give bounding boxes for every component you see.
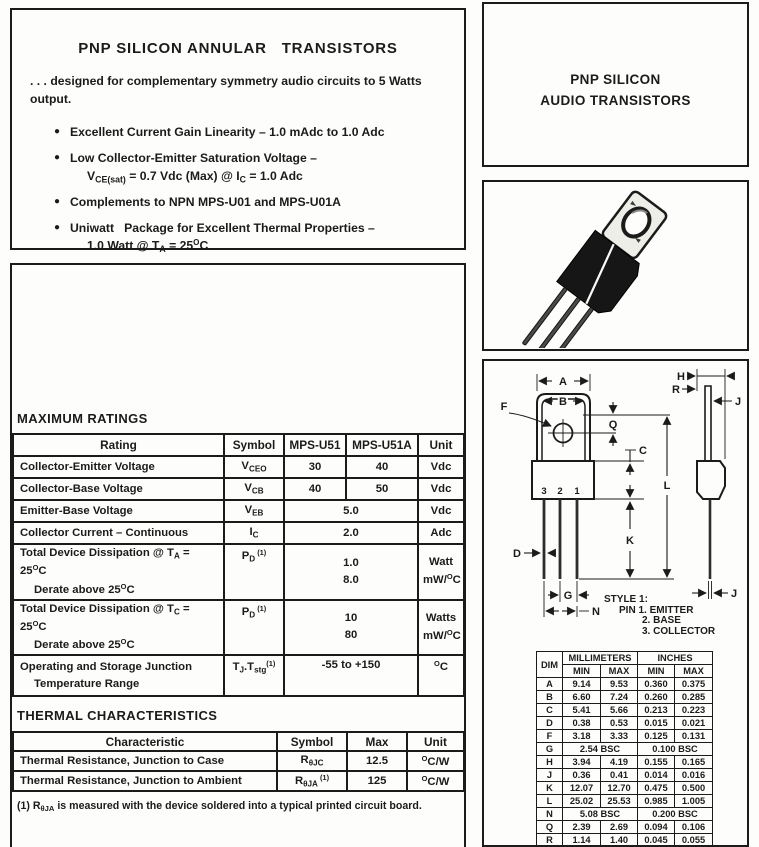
cell-dim: K xyxy=(537,782,563,795)
feature-text-line2: 1.0 Watt @ $T_A = 25^OC$ xyxy=(87,238,209,255)
header-mps-u51a: MPS-U51A xyxy=(346,434,418,456)
cell-rating: Collector-Emitter Voltage xyxy=(13,456,224,478)
cell-in-max: 0.375 xyxy=(675,678,713,691)
cell-unit xyxy=(418,544,464,600)
intro-description-line1: . . . designed for complementary symmetry audio circuits to 5 Watts xyxy=(30,74,422,88)
dim-label-f: F xyxy=(500,401,508,413)
feature-list xyxy=(12,124,464,255)
cell-mm-min: 3.94 xyxy=(563,756,601,769)
header-unit: Unit xyxy=(407,732,464,751)
feature-item xyxy=(54,194,456,211)
cell-in-min: 0.360 xyxy=(638,678,675,691)
cell-in-max: 0.131 xyxy=(675,730,713,743)
cell-in-max: 0.021 xyxy=(675,717,713,730)
pin-number-1: 1 xyxy=(574,486,580,497)
dim-label-c: C xyxy=(639,445,647,457)
feature-item xyxy=(54,220,456,255)
lead-3 xyxy=(543,499,546,579)
style-note-pin1: PIN 1. EMITTER xyxy=(619,604,694,616)
bullet-icon: ● xyxy=(54,222,61,234)
header-in-max: MAX xyxy=(675,665,713,678)
cell-in-min: 0.014 xyxy=(638,769,675,782)
cell-mm-min: 25.02 xyxy=(563,795,601,808)
cell-mm-max: 5.66 xyxy=(601,704,638,717)
rating-line1: Total Device Dissipation @ $T_C = 25^OC$ xyxy=(20,602,190,634)
cell-mm-min: 9.14 xyxy=(563,678,601,691)
transistor-photo xyxy=(484,182,746,348)
style-note-title: STYLE 1: xyxy=(604,594,648,605)
header-millimeters: MILLIMETERS xyxy=(563,652,638,665)
header-max: Max xyxy=(347,732,407,751)
cell-unit: Vdc xyxy=(418,500,464,522)
cell-in-min: 0.213 xyxy=(638,704,675,717)
cell-rating xyxy=(13,600,224,656)
cell-in-max: 0.500 xyxy=(675,782,713,795)
cell-value-u51a: 50 xyxy=(346,478,418,500)
table-row xyxy=(537,756,713,769)
table-row xyxy=(13,522,464,544)
dim-label-h: H xyxy=(677,371,685,383)
table-row xyxy=(13,600,464,656)
cell-rating: Collector-Base Voltage xyxy=(13,478,224,500)
cell-unit: Adc xyxy=(418,522,464,544)
thermal-heading: THERMAL CHARACTERISTICS xyxy=(17,708,218,724)
cell-dim: Q xyxy=(537,821,563,834)
front-dimensions xyxy=(501,374,674,618)
dim-label-k: K xyxy=(626,535,634,547)
side-title-line1: PNP SILICON xyxy=(570,72,661,87)
rating-line1: Operating and Storage Junction xyxy=(20,660,192,673)
side-title-line2: AUDIO TRANSISTORS xyxy=(540,92,691,108)
side-title-box xyxy=(482,2,749,167)
cell-symbol: $I_C$ xyxy=(224,522,284,544)
cell-in-min: 0.045 xyxy=(638,834,675,847)
value-line2: 8.0 xyxy=(343,573,359,586)
cell-characteristic: Thermal Resistance, Junction to Case xyxy=(13,751,277,771)
style-note-pin2: 2. BASE xyxy=(642,615,681,626)
table-row xyxy=(537,717,713,730)
ratings-box xyxy=(10,263,466,847)
cell-mm-max: 3.33 xyxy=(601,730,638,743)
cell-in-min: 0.094 xyxy=(638,821,675,834)
table-row xyxy=(537,821,713,834)
dim-label-r: R xyxy=(672,384,680,396)
table-row xyxy=(13,456,464,478)
cell-mm-max: 25.53 xyxy=(601,795,638,808)
package-drawing-box xyxy=(482,359,749,847)
feature-text-line2: $V_{CE(sat)} = 0.7$ Vdc (Max) @ $I_C = 1.0$ Adc xyxy=(87,168,303,184)
cell-dim: G xyxy=(537,743,563,756)
page-title: PNP SILICON ANNULAR TRANSISTORS xyxy=(78,40,398,57)
table-row xyxy=(13,544,464,600)
cell-symbol: $P_D$ $^{(1)}$ xyxy=(224,544,284,600)
cell-symbol: $T_J.T_{stg}^{(1)}$ xyxy=(224,655,284,696)
cell-mm-min: 5.41 xyxy=(563,704,601,717)
table-row xyxy=(537,808,713,821)
feature-text: Uniwatt Package for Excellent Thermal Properties – xyxy=(70,221,375,236)
cell-mm-span: 2.54 BSC xyxy=(563,743,638,756)
cell-mm-min: 0.36 xyxy=(563,769,601,782)
table-row xyxy=(537,769,713,782)
table-row xyxy=(537,678,713,691)
cell-dim: C xyxy=(537,704,563,717)
dim-label-b: B xyxy=(559,396,567,408)
feature-item xyxy=(54,150,456,185)
feature-text: Complements to NPN MPS-U01 and MPS-U01A xyxy=(70,195,341,210)
cell-rating xyxy=(13,544,224,600)
table-header-row xyxy=(13,732,464,751)
cell-in-max: 0.055 xyxy=(675,834,713,847)
cell-dim: A xyxy=(537,678,563,691)
header-mm-max: MAX xyxy=(601,665,638,678)
table-row xyxy=(13,771,464,791)
cell-mm-max: 7.24 xyxy=(601,691,638,704)
cell-in-max: 0.016 xyxy=(675,769,713,782)
cell-symbol: $R_{\theta JC}$ xyxy=(277,751,347,771)
side-view xyxy=(672,369,741,600)
intro-description xyxy=(30,73,446,108)
cell-rating: Collector Current – Continuous xyxy=(13,522,224,544)
cell-in-min: 0.015 xyxy=(638,717,675,730)
footnote: (1) $R_{\theta JA}$ is measured with the device soldered into a typical printed circuit board. xyxy=(17,800,422,814)
cell-rating: Emitter-Base Voltage xyxy=(13,500,224,522)
rating-line1: Total Device Dissipation @ $T_A = 25^OC$ xyxy=(20,547,190,578)
cell-symbol: $V_{CB}$ xyxy=(224,478,284,500)
cell-mm-span: 5.08 BSC xyxy=(563,808,638,821)
package-photo-box xyxy=(482,180,749,351)
cell-mm-max: 9.53 xyxy=(601,678,638,691)
intro-box xyxy=(10,8,466,255)
header-inches: INCHES xyxy=(638,652,713,665)
rating-line2: Derate above $25^OC$ xyxy=(34,637,135,652)
feature-text: Low Collector-Emitter Saturation Voltage – xyxy=(70,151,317,166)
cell-in-max: 0.106 xyxy=(675,821,713,834)
dim-label-q: Q xyxy=(608,419,618,431)
cell-value-u51: 40 xyxy=(284,478,346,500)
dim-label-j-top: J xyxy=(735,396,742,408)
table-row xyxy=(537,730,713,743)
header-mm-min: MIN xyxy=(563,665,601,678)
cell-dim: H xyxy=(537,756,563,769)
cell-symbol: $V_{EB}$ xyxy=(224,500,284,522)
rating-line2: Temperature Range xyxy=(34,677,140,690)
max-ratings-table xyxy=(12,433,465,697)
cell-symbol: $V_{CEO}$ xyxy=(224,456,284,478)
cell-mm-min: 3.18 xyxy=(563,730,601,743)
table-header-row xyxy=(537,665,713,678)
lead-1 xyxy=(576,499,579,579)
cell-dim: N xyxy=(537,808,563,821)
unit-line2: mW/$^O$C xyxy=(423,627,461,642)
dim-label-n: N xyxy=(592,606,600,618)
cell-rating xyxy=(13,655,224,696)
dim-label-a: A xyxy=(559,376,567,388)
header-symbol: Symbol xyxy=(277,732,347,751)
table-row xyxy=(537,704,713,717)
value-line1: 1.0 xyxy=(343,556,359,569)
cell-unit: Vdc xyxy=(418,456,464,478)
cell-max: 125 xyxy=(347,771,407,791)
cell-unit: $^O$C/W xyxy=(407,751,464,771)
pin-number-2: 2 xyxy=(557,486,563,497)
cell-dim: B xyxy=(537,691,563,704)
dim-label-g: G xyxy=(563,590,573,602)
table-row xyxy=(537,795,713,808)
cell-symbol: $P_D$ $^{(1)}$ xyxy=(224,600,284,656)
cell-value-span: 5.0 xyxy=(284,500,418,522)
cell-in-span: 0.100 BSC xyxy=(638,743,713,756)
side-lead xyxy=(709,499,712,579)
cell-mm-min: 6.60 xyxy=(563,691,601,704)
cell-mm-min: 2.39 xyxy=(563,821,601,834)
table-row xyxy=(537,691,713,704)
table-header-row xyxy=(537,652,713,665)
table-row xyxy=(537,782,713,795)
pin-number-3: 3 xyxy=(541,486,547,497)
rating-line2: Derate above $25^OC$ xyxy=(34,581,135,596)
table-row xyxy=(537,743,713,756)
cell-in-min: 0.475 xyxy=(638,782,675,795)
table-row xyxy=(13,655,464,696)
header-symbol: Symbol xyxy=(224,434,284,456)
cell-value-span xyxy=(284,544,418,600)
dim-label-l: L xyxy=(663,480,671,492)
bullet-icon: ● xyxy=(54,126,61,138)
cell-mm-max: 1.40 xyxy=(601,834,638,847)
unit-line1: Watts xyxy=(425,611,457,624)
cell-in-span: 0.200 BSC xyxy=(638,808,713,821)
feature-text: Excellent Current Gain Linearity – 1.0 mAdc to 1.0 Adc xyxy=(70,125,385,140)
header-in-min: MIN xyxy=(638,665,675,678)
cell-in-min: 0.155 xyxy=(638,756,675,769)
cell-unit: Vdc xyxy=(418,478,464,500)
bullet-icon: ● xyxy=(54,196,61,208)
pin-style-notes xyxy=(604,595,715,637)
cell-dim: L xyxy=(537,795,563,808)
cell-mm-max: 0.53 xyxy=(601,717,638,730)
header-dim: DIM xyxy=(537,652,563,678)
cell-mm-min: 0.38 xyxy=(563,717,601,730)
value-line1: 10 xyxy=(344,612,358,625)
bullet-icon: ● xyxy=(54,152,61,164)
cell-in-min: 0.125 xyxy=(638,730,675,743)
header-unit: Unit xyxy=(418,434,464,456)
style-note-pin3: 3. COLLECTOR xyxy=(642,625,716,637)
cell-value-span: -55 to +150 xyxy=(284,655,418,696)
cell-symbol: $R_{\theta JA}$ $^{(1)}$ xyxy=(277,771,347,791)
header-characteristic: Characteristic xyxy=(13,732,277,751)
intro-description-line2: output. xyxy=(30,91,72,106)
value-line2: 80 xyxy=(344,629,358,642)
cell-mm-max: 12.70 xyxy=(601,782,638,795)
table-row xyxy=(13,478,464,500)
header-rating: Rating xyxy=(13,434,224,456)
cell-dim: F xyxy=(537,730,563,743)
thermal-table xyxy=(12,731,465,792)
cell-in-min: 0.985 xyxy=(638,795,675,808)
header-mps-u51: MPS-U51 xyxy=(284,434,346,456)
cell-value-u51a: 40 xyxy=(346,456,418,478)
cell-mm-min: 1.14 xyxy=(563,834,601,847)
unit-line2: mW/$^O$C xyxy=(423,572,461,587)
cell-in-max: 1.005 xyxy=(675,795,713,808)
max-ratings-heading: MAXIMUM RATINGS xyxy=(17,411,148,426)
cell-value-span xyxy=(284,600,418,656)
cell-in-max: 0.165 xyxy=(675,756,713,769)
cell-mm-max: 0.41 xyxy=(601,769,638,782)
cell-mm-max: 2.69 xyxy=(601,821,638,834)
cell-mm-min: 12.07 xyxy=(563,782,601,795)
cell-value-u51: 30 xyxy=(284,456,346,478)
cell-max: 12.5 xyxy=(347,751,407,771)
side-title xyxy=(484,4,747,112)
dim-label-j-bottom: J xyxy=(731,588,738,600)
cell-value-span: 2.0 xyxy=(284,522,418,544)
lead-2 xyxy=(559,499,562,579)
cell-in-max: 0.223 xyxy=(675,704,713,717)
cell-unit: $^O$C/W xyxy=(407,771,464,791)
dimension-table xyxy=(536,651,713,847)
cell-unit xyxy=(418,600,464,656)
cell-characteristic: Thermal Resistance, Junction to Ambient xyxy=(13,771,277,791)
cell-dim: D xyxy=(537,717,563,730)
table-row xyxy=(537,834,713,847)
cell-dim: J xyxy=(537,769,563,782)
dim-label-d: D xyxy=(513,548,521,560)
table-row xyxy=(13,751,464,771)
cell-in-max: 0.285 xyxy=(675,691,713,704)
table-header-row xyxy=(13,434,464,456)
cell-unit: $^O$C xyxy=(418,655,464,696)
cell-in-min: 0.260 xyxy=(638,691,675,704)
unit-line1: Watt xyxy=(428,556,454,569)
feature-item xyxy=(54,124,456,141)
cell-dim: R xyxy=(537,834,563,847)
cell-mm-max: 4.19 xyxy=(601,756,638,769)
table-row xyxy=(13,500,464,522)
